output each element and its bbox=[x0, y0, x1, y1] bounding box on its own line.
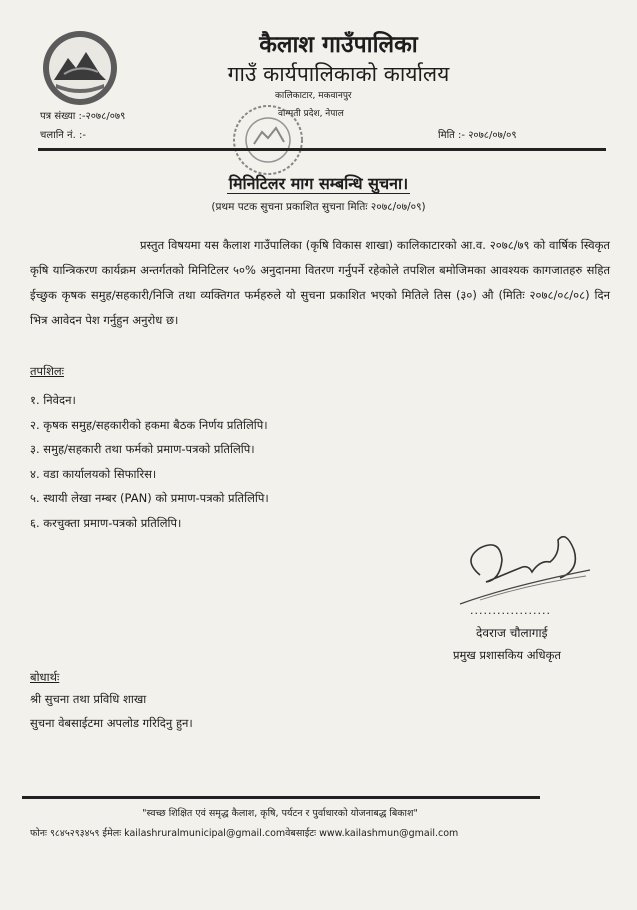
footer-slogan: "स्वच्छ शिक्षित एवं समृद्ध कैलाश, कृषि, पर्यटन र पुर्वाधारको योजनाबद्ध बिकाश" bbox=[142, 808, 418, 819]
header-divider bbox=[38, 148, 606, 151]
dispatch-number: चलानि नं. :- bbox=[40, 130, 86, 141]
office-name: गाउँ कार्यपालिकाको कार्यालय bbox=[227, 62, 450, 86]
details-title: तपशिलः bbox=[30, 364, 65, 378]
notice-title bbox=[0, 172, 637, 194]
address-line-2: वाग्मती प्रदेश, नेपाल bbox=[278, 109, 344, 119]
signer-title: प्रमुख प्रशासकिय अधिकृत bbox=[453, 648, 561, 662]
notice-body-text: प्रस्तुत विषयमा यस कैलाश गाउँपालिका (कृषि विकास शाखा) कालिकाटारको आ.व. २०७८/७९ को वार्षिक स्विकृत कृषि यान्त्रिकरण कार्यक्रम अन्तर्गतको मिनिटिलर ५०% अनुदानमा वितरण गर्नुपर्ने रहेकोले तपशिल बमोजिमका आवश्यक कागजातहरु सहित ईच्छुक कृषक समुह/सहकारी/निजि तथा व्यक्तिगत फर्महरुले यो सुचना प्रकाशित भएको मितिले तिस (३०) औ (मितिः २०७८/०८/०८) दिन भित्र आवेदन पेश गर्नुहुन अनुरोध छ। bbox=[30, 238, 610, 327]
letter-date: मिति :- २०७८/०७/०९ bbox=[438, 130, 517, 141]
details-list bbox=[30, 388, 269, 535]
notice-title-text: मिनिटिलर माग सम्बन्धि सुचना। bbox=[228, 174, 409, 193]
footer-contact: फोनः ९८४५२९३४५९ ईमेलः kailashruralmunicipal@gmail.comवेबसाईटः www.kailashmun@gmail.com bbox=[30, 828, 459, 839]
fyi-line-1: श्री सुचना तथा प्रविधि शाखा bbox=[30, 692, 147, 706]
list-item: ६. करचुक्ता प्रमाण-पत्रको प्रतिलिपि। bbox=[30, 515, 182, 530]
footer-divider bbox=[22, 796, 540, 799]
org-name: कैलाश गाउँपालिका bbox=[259, 32, 418, 58]
signature-line: .................. bbox=[470, 604, 551, 617]
notice-body bbox=[30, 233, 610, 333]
address-line-1: कालिकाटार, मकवानपुर bbox=[275, 91, 352, 101]
fyi-title: बोधार्थः bbox=[30, 670, 60, 684]
list-item: ५. स्थायी लेखा नम्बर (PAN) को प्रमाण-पत्रको प्रतिलिपि। bbox=[30, 491, 269, 505]
fyi-line-2: सुचना वेबसाईटमा अपलोड गरिदिनु हुन। bbox=[30, 716, 193, 730]
list-item: २. कृषक समुह/सहकारीको हकमा बैठक निर्णय प्रतिलिपि। bbox=[30, 417, 268, 432]
office-stamp bbox=[228, 100, 308, 180]
signer-name: देवराज चौलागाई bbox=[476, 626, 548, 640]
signature bbox=[440, 520, 600, 615]
list-item: ३. समुह/सहकारी तथा फर्मको प्रमाण-पत्रको प्रतिलिपि। bbox=[30, 442, 255, 456]
list-item: ४. वडा कार्यालयको सिफारिस। bbox=[30, 466, 157, 481]
reference-number: पत्र संख्या :-२०७८/०७९ bbox=[40, 111, 126, 122]
list-item: १. निवेदन। bbox=[30, 393, 76, 407]
notice-subtitle: (प्रथम पटक सुचना प्रकाशित सुचना मितिः २०७८/०७/०९) bbox=[211, 201, 426, 213]
